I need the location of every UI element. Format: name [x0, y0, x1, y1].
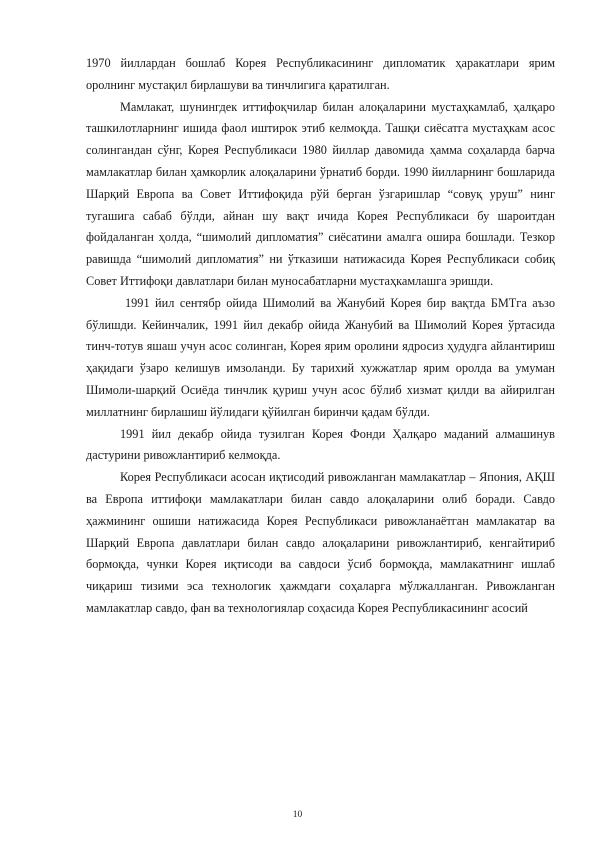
paragraph-3: 1991 йил сентябр ойида Шимолий ва Жанубий Корея бир вақтда БМТга аъзо бўлишди. Кейинчалик, 1991 йил декабр ойида Жанубий ва Шимолий Корея ўртасида тинч-тотув яшаш учун асос солинган, Корея ярим оролини ядросиз ҳудудга айлантириш ҳақидаги ўзаро келишув имзоланди. Бу тарихий хужжатлар ярим оролда ва умуман Шимоли-шарқий Осиёда тинчлик қуриш учун асос бўлиб хизмат қилди ва айирилган миллатнинг бирлашиш йўлидаги қўйилган биринчи қадам бўлди.: [86, 295, 555, 419]
page-number: 10: [292, 810, 303, 820]
paragraph-1: 1970 йиллардан бошлаб Корея Республикасининг дипломатик ҳаракатлари ярим оролнинг мустақил бирлашуви ва тинчлигига қаратилган.: [86, 56, 555, 92]
paragraph-4: 1991 йил декабр ойида тузилган Корея Фонди Ҳалқаро маданий алмашинув дастурини ривожлантириб келмоқда.: [86, 426, 555, 463]
paragraph-5: Корея Республикаси асосан иқтисодий ривожланган мамлакатлар – Япония, АҚШ ва Европа иттифоқи мамлакатлари билан савдо алоқаларини олиб боради. Савдо ҳажмининг ошиши натижасида Корея Республикаси ривожланаётган мамлакатар ва Шарқий Европа давлатлари билан савдо алоқаларини ривожлантириб, кенгайтириб бормоқда, чунки Корея иқтисоди ва савдоси ўсиб бормоқда, мамлакатнинг ишлаб чиқариш тизими эса технологик ҳажмдаги соҳаларга мўлжалланган. Ривожланган мамлакатлар савдо, фан ва технологиялар соҳасида Корея Республикасининг асосий: [86, 470, 555, 615]
paragraph-2: Мамлакат, шунингдек иттифоқчилар билан алоқаларини мустаҳкамлаб, ҳалқаро ташкилотларнинг ишида фаол иштирок этиб келмоқда. Ташқи сиёсатга мустаҳкам асос солингандан сўнг, Корея Республикаси 1980 йиллар давомида ҳамма соҳаларда барча мамлакатлар билан ҳамкорлик алоқаларини ўрнатиб борди. 1990 йилларнинг бошларида Шарқий Европа ва Совет Иттифоқида рўй берган ўзгаришлар “совуқ уруш” нинг тугашига сабаб бўлди, айнан шу вақт ичида Корея Республикаси бу шароитдан фойдаланган ҳолда, “шимолий дипломатия” сиёсатини амалга ошира бошлади. Тезкор равишда “шимолий дипломатия” ни ўтказиши натижасида Корея Республикаси собиқ Совет Иттифоқи давлатлари билан муносабатларни мустаҳкамлашга эришди.: [86, 99, 555, 288]
document-page: [86, 53, 555, 620]
